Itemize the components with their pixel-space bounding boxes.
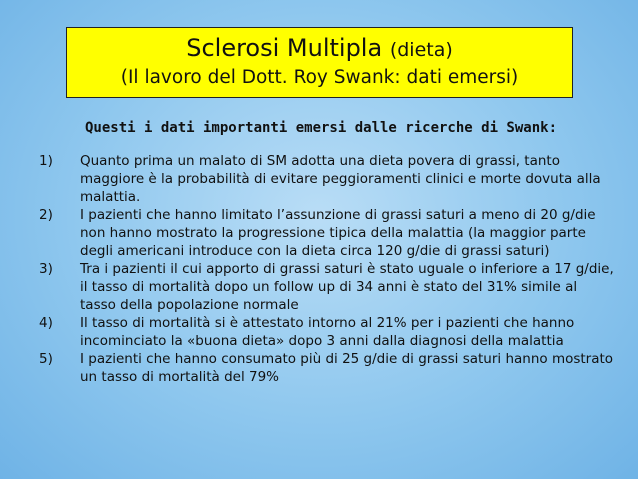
list-item	[39, 260, 614, 314]
item-number: 2)	[39, 207, 53, 223]
item-text: Tra i pazienti il cui apporto di grassi saturi è stato uguale o inferiore a 17 g/die, il tasso di mortalità dopo un follow up di 34 anni è stato del 31% simile al tasso della popolazione normale	[80, 261, 614, 313]
title-qualifier: (dieta)	[389, 39, 453, 61]
item-number: 5)	[39, 351, 53, 367]
item-text: Quanto prima un malato di SM adotta una dieta povera di grassi, tanto maggiore è la probabilità di evitare peggioramenti clinici e morte dovuta alla malattia.	[80, 153, 601, 205]
item-number: 3)	[39, 261, 53, 277]
slide-title	[67, 34, 572, 64]
item-number: 4)	[39, 315, 53, 331]
list-item	[39, 350, 614, 386]
item-number: 1)	[39, 153, 53, 169]
intro-heading: Questi i dati importanti emersi dalle ricerche di Swank:	[85, 120, 558, 136]
list-item	[39, 152, 614, 206]
slide-subtitle: (Il lavoro del Dott. Roy Swank: dati emersi)	[120, 67, 519, 88]
findings-list	[39, 152, 614, 386]
title-main: Sclerosi Multipla	[186, 34, 383, 62]
item-text: I pazienti che hanno limitato l’assunzione di grassi saturi a meno di 20 g/die non hanno mostrato la progressione tipica della malattia (la maggior parte degli americani introduce con la dieta circa 120 g/die di grassi saturi)	[80, 207, 596, 259]
list-item	[39, 314, 614, 350]
item-text: Il tasso di mortalità si è attestato intorno al 21% per i pazienti che hanno incominciato la «buona dieta» dopo 3 anni dalla diagnosi della malattia	[80, 315, 575, 349]
item-text: I pazienti che hanno consumato più di 25 g/die di grassi saturi hanno mostrato un tasso di mortalità del 79%	[80, 351, 614, 385]
title-box	[66, 27, 573, 98]
list-item	[39, 206, 614, 260]
